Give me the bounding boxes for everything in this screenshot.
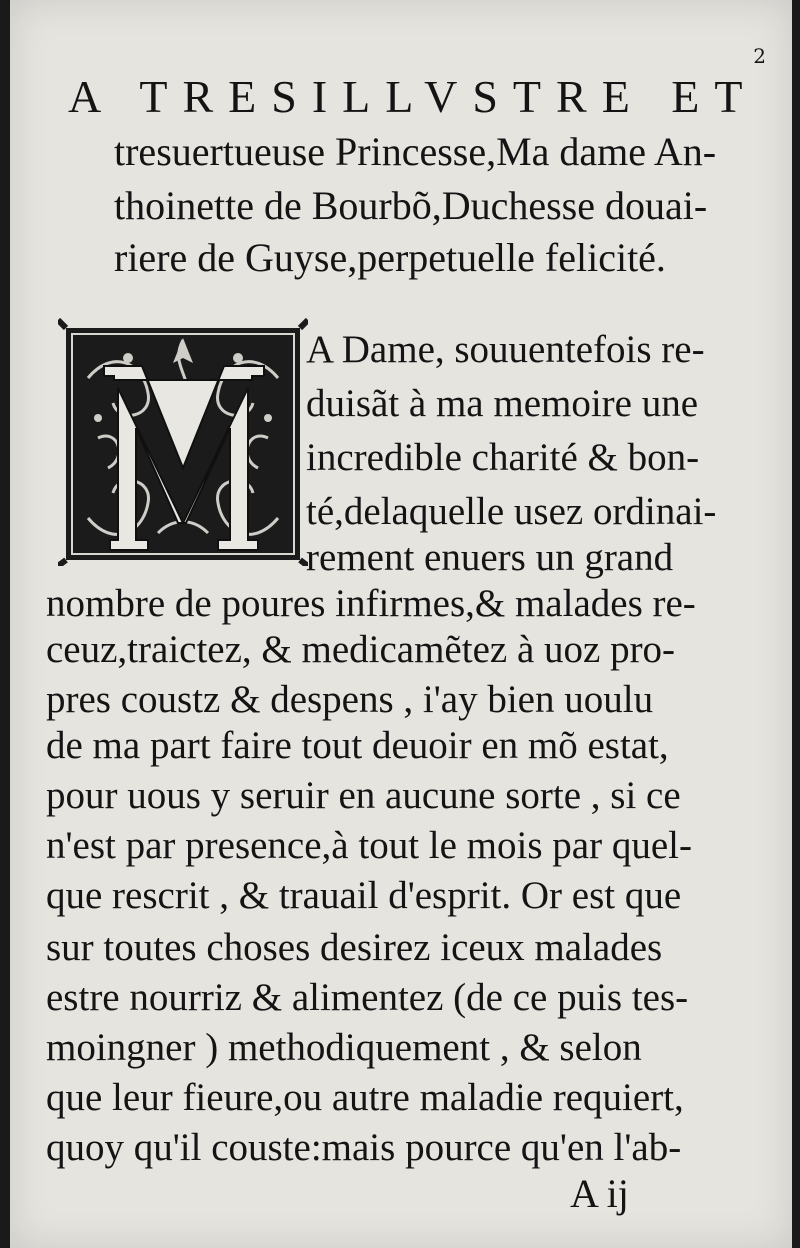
text-line: pour uous y seruir en aucune sorte , si ce xyxy=(46,774,681,817)
text-line: rement enuers un grand xyxy=(306,536,674,579)
text-line: té,delaquelle usez ordinai- xyxy=(306,490,717,533)
text-line: que rescrit , & trauail d'esprit. Or est que xyxy=(46,874,682,917)
heading-line-2: tresuertueuse Princesse,Ma dame An- xyxy=(114,129,717,174)
text-line: sur toutes choses desirez iceux malades xyxy=(46,926,663,969)
text-line: nombre de poures infirmes,& malades re- xyxy=(46,582,696,625)
text-line: estre nourriz & alimentez (de ce puis tes- xyxy=(46,976,689,1019)
heading-line-1: A TRESILLVSTRE ET xyxy=(68,71,758,122)
text-line: de ma part faire tout deuoir en mõ estat, xyxy=(46,724,669,767)
heading-line-4: riere de Guyse,perpetuelle felicité. xyxy=(114,235,666,280)
text-line: A Dame, souuentefois re- xyxy=(306,328,705,371)
text-line: duisãt à ma memoire une xyxy=(306,382,699,425)
text-line: pres coustz & despens , i'ay bien uoulu xyxy=(46,678,654,721)
text-line: moingner ) methodiquement , & selon xyxy=(46,1026,642,1069)
text-line: ceuz,traictez, & medicamẽtez à uoz pro- xyxy=(46,628,676,671)
text-line: n'est par presence,à tout le mois par quel- xyxy=(46,824,692,867)
text-line: incredible charité & bon- xyxy=(306,436,700,479)
text-line: quoy qu'il couste:mais pource qu'en l'ab- xyxy=(46,1126,682,1169)
book-page xyxy=(10,0,792,1248)
heading-line-3: thoinette de Bourbõ,Duchesse douai- xyxy=(114,183,708,228)
text-line: que leur fieure,ou autre maladie requiert, xyxy=(46,1076,684,1119)
page-number: 2 xyxy=(753,44,766,68)
catchword-signature: A ij xyxy=(570,1171,629,1216)
dedication-body xyxy=(10,0,792,1248)
